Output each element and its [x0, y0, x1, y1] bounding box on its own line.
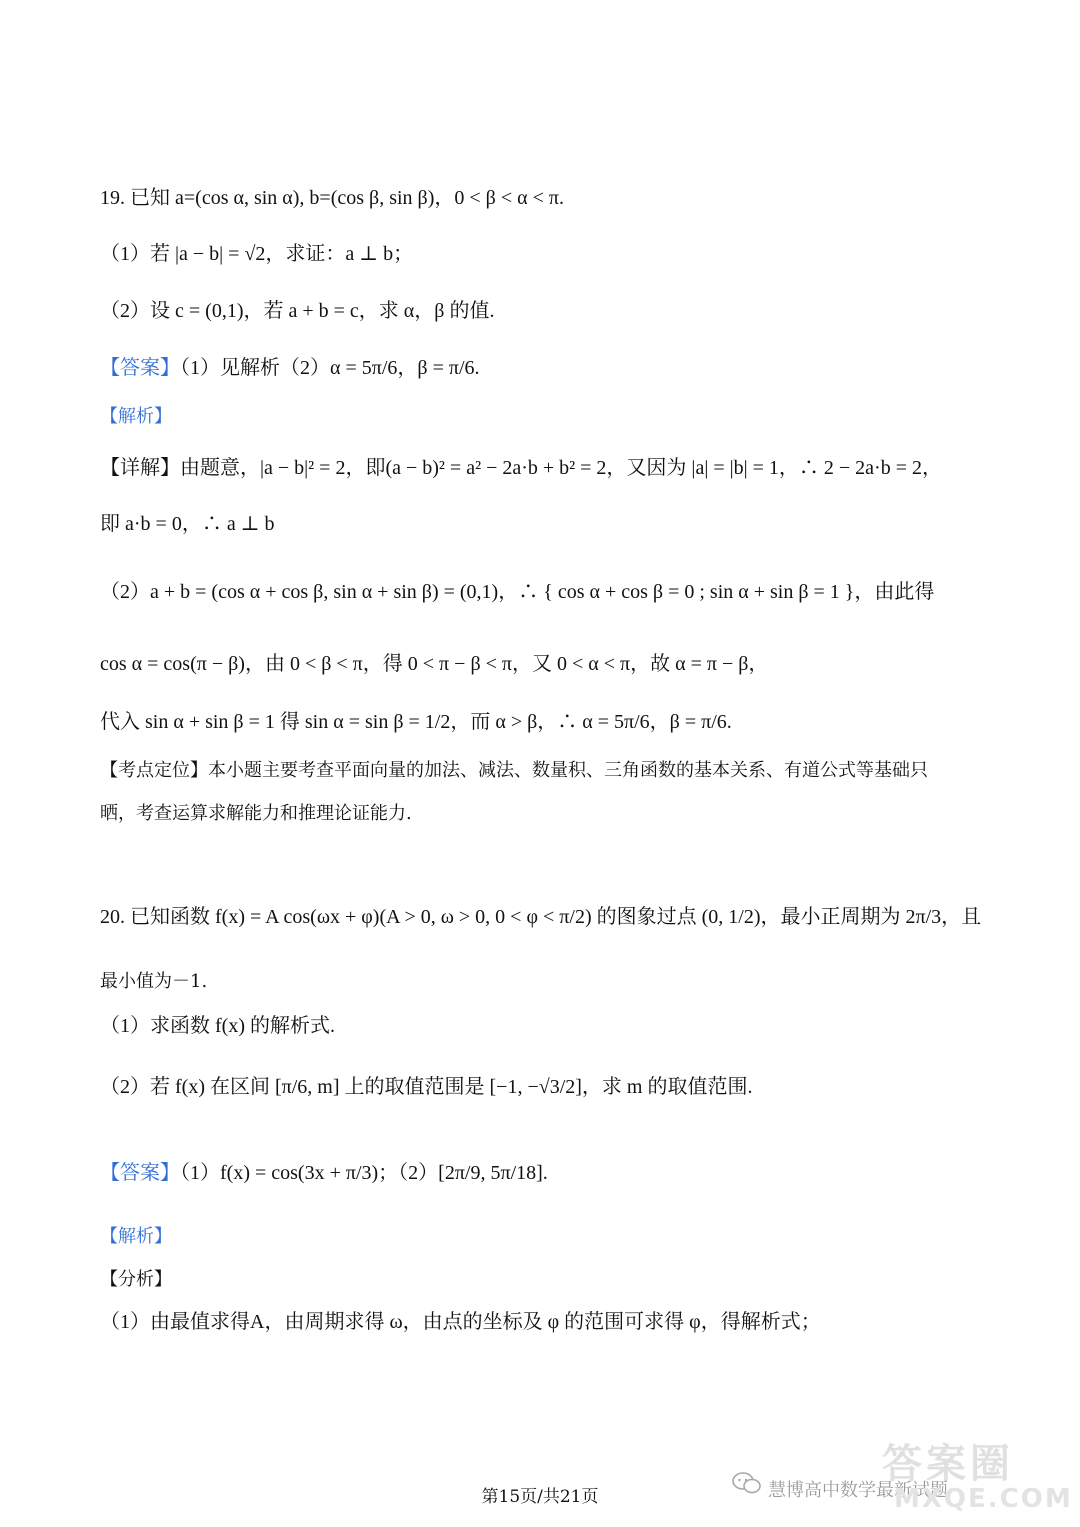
- q19-detail-5: 代入 sin α + sin β = 1 得 sin α = sin β = 1/2，而 α > β，∴ α = 5π/6，β = π/6.: [100, 711, 732, 733]
- q20-fenxi-1: （1）由最值求得A，由周期求得 ω，由点的坐标及 φ 的范围可求得 φ，得解析式；: [100, 1311, 821, 1333]
- q19-stem: 19. 已知 a=(cos α, sin α), b=(cos β, sin β)，0 < β < α < π.: [100, 187, 564, 209]
- q19-detail-2: 即 a·b = 0，∴ a ⊥ b: [100, 513, 275, 535]
- q19-detail-3: （2）a + b = (cos α + cos β, sin α + sin β) = (0,1)，∴ { cos α + cos β = 0 ; sin α + sin β = 1 }，由此得: [100, 581, 935, 603]
- q20-analysis-tag: 【解析】: [100, 1226, 172, 1247]
- q20-stem-2: 最小值为－1.: [100, 971, 208, 992]
- watermark-url: MXQE.COM: [894, 1484, 1073, 1514]
- q20-fenxi-tag: 【分析】: [100, 1269, 172, 1290]
- answer-tag: 【答案】: [100, 1162, 180, 1184]
- answer-text: （1）见解析（2）α = 5π/6，β = π/6.: [180, 357, 480, 379]
- q19-answer: [100, 354, 480, 382]
- q19-part2: （2）设 c = (0,1)，若 a + b = c，求 α，β 的值.: [100, 300, 495, 322]
- q20-part2: （2）若 f(x) 在区间 [π/6, m] 上的取值范围是 [−1, −√3/2]，求 m 的取值范围.: [100, 1076, 753, 1098]
- q20-stem-1: 20. 已知函数 f(x) = A cos(ωx + φ)(A > 0, ω > 0, 0 < φ < π/2) 的图象过点 (0, 1/2)，最小正周期为 2π/3，且: [100, 906, 982, 928]
- q19-detail-4: cos α = cos(π − β)，由 0 < β < π，得 0 < π − β < π，又 0 < α < π，故 α = π − β，: [100, 653, 769, 675]
- q19-analysis-tag: 【解析】: [100, 406, 172, 427]
- q20-answer: [100, 1159, 548, 1187]
- q19-kaodian-1: 【考点定位】本小题主要考查平面向量的加法、减法、数量积、三角函数的基本关系、有道公式等基础只: [100, 760, 928, 781]
- q19-detail-1: 【详解】由题意，|a − b|² = 2，即(a − b)² = a² − 2a·b + b² = 2，又因为 |a| = |b| = 1，∴ 2 − 2a·b = 2，: [100, 457, 942, 479]
- q20-part1: （1）求函数 f(x) 的解析式.: [100, 1015, 335, 1037]
- q19-kaodian-2: 晒，考查运算求解能力和推理论证能力.: [100, 803, 412, 824]
- q19-part1: （1）若 |a − b| = √2，求证：a ⊥ b；: [100, 243, 414, 265]
- page-number: 第15页/共21页: [481, 1487, 599, 1507]
- answer-text: （1）f(x) = cos(3x + π/3)；（2）[2π/9, 5π/18].: [180, 1162, 548, 1184]
- answer-tag: 【答案】: [100, 357, 180, 379]
- watermark-account: 慧博高中数学最新试题: [768, 1480, 948, 1501]
- watermark-logo-text: 答案圈: [882, 1441, 1014, 1487]
